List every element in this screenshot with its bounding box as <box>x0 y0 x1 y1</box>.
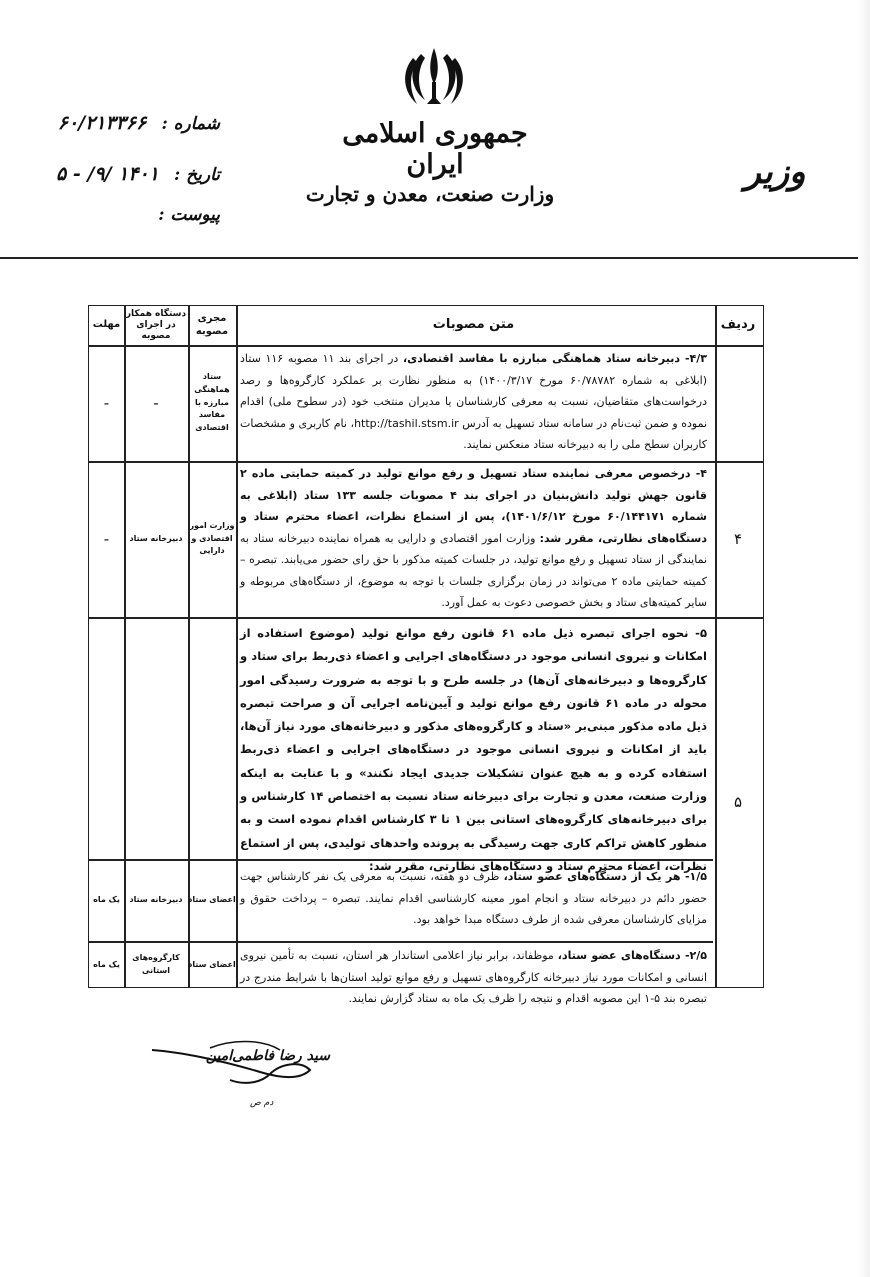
minister-title: وزیر <box>744 152 806 192</box>
date-label: تاریخ : <box>173 165 220 185</box>
row-5-1-executor: اعضای ستاد <box>188 894 236 904</box>
row-4-text <box>234 463 713 615</box>
signatory-name: سید رضا فاطمی‌امین <box>205 1048 330 1064</box>
row-4-3-lead: ۴/۳- دبیرخانه ستاد هماهنگی مبارزه با مفاسد اقتصادی، <box>403 352 707 365</box>
signature-icon <box>150 1030 320 1100</box>
row-4-lead: ۴- درخصوص معرفی نماینده ستاد تسهیل و رفع موانع تولید در کمیته حمایتی ماده ۲ قانون جهش تولید دانش‌بنیان در اجرای بند ۴ مصوبات جلسه ۱۳۳ ستاد (ابلاغی به شماره ۶۰/۱۴۴۱۷۱ مورخ ۱۴۰۱/۶/۱۲)، پس از استماع نظرات، اعضاء محترم ستاد و دستگاه‌های نظارتی، مقرر شد: <box>240 467 708 545</box>
row-5-1-lead: ۱/۵- هر یک از دستگاه‌های عضو ستاد، <box>503 870 707 883</box>
row-4-3-executor: ستاد هماهنگی مبارزه با مفاسد اقتصادی <box>194 372 230 433</box>
row-5-2-cooperator: کارگروه‌های استانی <box>132 953 180 975</box>
header-deadline: مهلت <box>92 319 121 331</box>
row-4-executor: وزارت امور اقتصادی و دارایی <box>189 520 235 556</box>
header-row-number: ردیف <box>720 317 756 333</box>
number-row <box>10 112 220 134</box>
row-4-deadline: - <box>103 530 110 548</box>
row-4-3-body: در اجرای بند ۱۱ مصوبه ۱۱۶ ستاد (ابلاغی به شماره ۶۰/۷۸۷۸۲ مورخ ۱۴۰۰/۳/۱۷) به منظور نظارت بر عملکرد کارگروه‌ها و رصد درخواست‌های متقاضیان، نسبت به معرفی کارشناسان یا مدیران منتخب خود (در سطوح ملی) اقدام نموده و ضمن ثبت‌نام در سامانه ستاد تسهیل به آدرس http://tashil.stsm.ir، نام کاربری و مشخصات کاربران سطح ملی را به دبیرخانه ستاد منعکس نمایند. <box>240 352 708 451</box>
attachment-row <box>10 205 220 225</box>
row-5-1-text <box>234 866 713 940</box>
date-value: ۱۴۰۱ /۹/ - ۵ <box>55 163 159 185</box>
number-label: شماره : <box>161 114 220 134</box>
row-5-2-executor: اعضای ستاد <box>188 959 236 969</box>
row-5-2-body: موظفاند، برابر نیاز اعلامی استاندار هر استان، نسبت به تأمین نیروی انسانی و امکانات مورد نیاز دبیرخانه کارگروه‌های تسهیل و رفع موانع تولید استان‌ها با شرایط مندرج در تبصره بند ۵-۱ این مصوبه اقدام و نتیجه را ظرف یک ماه به ستاد گزارش نمایند. <box>240 949 707 1005</box>
date-row <box>10 163 220 185</box>
row-4-3-deadline: - <box>103 394 110 412</box>
row-5-1-cooperator: دبیرخانه ستاد <box>129 894 183 904</box>
header-cooperator: دستگاه همکار در اجرای مصوبه <box>125 308 187 342</box>
resolutions-table <box>88 305 764 1005</box>
row-5-2-text <box>234 945 713 1005</box>
row-5-2-deadline: یک ماه <box>93 959 120 969</box>
ministry-title: وزارت صنعت، معدن و تجارت <box>305 182 555 206</box>
signature-note: دم ص <box>250 1098 274 1108</box>
row-5-2-lead: ۲/۵- دستگاه‌های عضو ستاد، <box>557 949 707 962</box>
row-5-1-note: تبصره – پرداخت حقوق و مزایای کارشناسان معرفی شده از طرف دستگاه مبدا خواهد بود. <box>240 891 707 926</box>
attachment-label: پیوست : <box>158 205 220 225</box>
letterhead <box>0 0 870 258</box>
row-divider <box>89 617 763 619</box>
header-divider <box>0 257 870 259</box>
header-text: متن مصوبات <box>432 317 515 333</box>
page-edge <box>858 0 870 1277</box>
row-5-text: ۵- نحوه اجرای تبصره ذیل ماده ۶۱ قانون رفع موانع تولید (موضوع استفاده از امکانات و نیروی انسانی موجود در دستگاه‌های اجرایی و اعضاء ذی‌ربط برای ستاد و کارگروه‌ها و دبیرخانه‌های آن‌ها) در جلسه طرح و با توجه به ضرورت رسیدگی امور محوله در ماده ۶۱ قانون رفع موانع تولید و آیین‌نامه اجرایی آن و صراحت تبصره ذیل ماده مذکور مبنی‌بر «ستاد و کارگروه‌های مذکور و دبیرخانه‌های مورد نیاز آن‌ها، باید از امکانات و نیروی انسانی موجود در دستگاه‌های اجرایی و اعضاء ذی‌ربط استفاده کرده و به هیچ عنوان تشکیلات جدیدی ایجاد نکنند» و با عنایت به اینکه وزارت صنعت، معدن و تجارت برای دبیرخانه ستاد نسبت به اختصاص ۱۴ کارشناس و برای دبیرخانه‌های کارگروه‌های استانی بین ۱ تا ۳ کارشناس اقدام نموده است و به منظور کاهش تراکم کاری جهت رسیدگی به پرونده واحدهای تولیدی، پس از استماع نظرات، اعضاء محترم ستاد و دستگاه‌های نظارتی، مقرر شد: <box>240 626 707 873</box>
row-4-3-text <box>234 348 713 460</box>
row-5-number: ۵ <box>733 793 743 811</box>
row-4-note: تبصره – کمیته حمایتی ماده ۲ می‌تواند در زمان برگزاری جلسات با توجه به موضوع، از دستگاه‌های مربوطه و سایر کمیته‌های ستاد و بخش خصوصی دعوت به عمل آورد. <box>240 553 707 609</box>
row-4-cooperator: دبیرخانه ستاد <box>129 533 183 543</box>
row-5-1-body: ظرف دو هفته، نسبت به معرفی یک نفر کارشناس جهت حضور دائم در دبیرخانه ستاد و انجام امور معینه کارشناسی اقدام نمایند. <box>240 870 707 905</box>
row-4-number: ۴ <box>733 530 743 548</box>
number-value: ۶۰/۲۱۳۳۶۶ <box>57 112 147 134</box>
iran-emblem-icon <box>399 44 469 108</box>
row-4-body: وزارت امور اقتصادی و دارایی به همراه نماینده دبیرخانه ستاد به نمایندگی از ستاد تسهیل و رفع موانع تولید، در جلسات کمیته مذکور با حق رای حضور می‌یابند. <box>240 531 708 566</box>
republic-title: جمهوری اسلامی ایران <box>342 118 528 180</box>
header-executor: مجری مصوبه <box>195 313 229 337</box>
row-5-1-deadline: یک ماه <box>93 894 120 904</box>
row-4-3-cooperator: - <box>153 394 159 412</box>
